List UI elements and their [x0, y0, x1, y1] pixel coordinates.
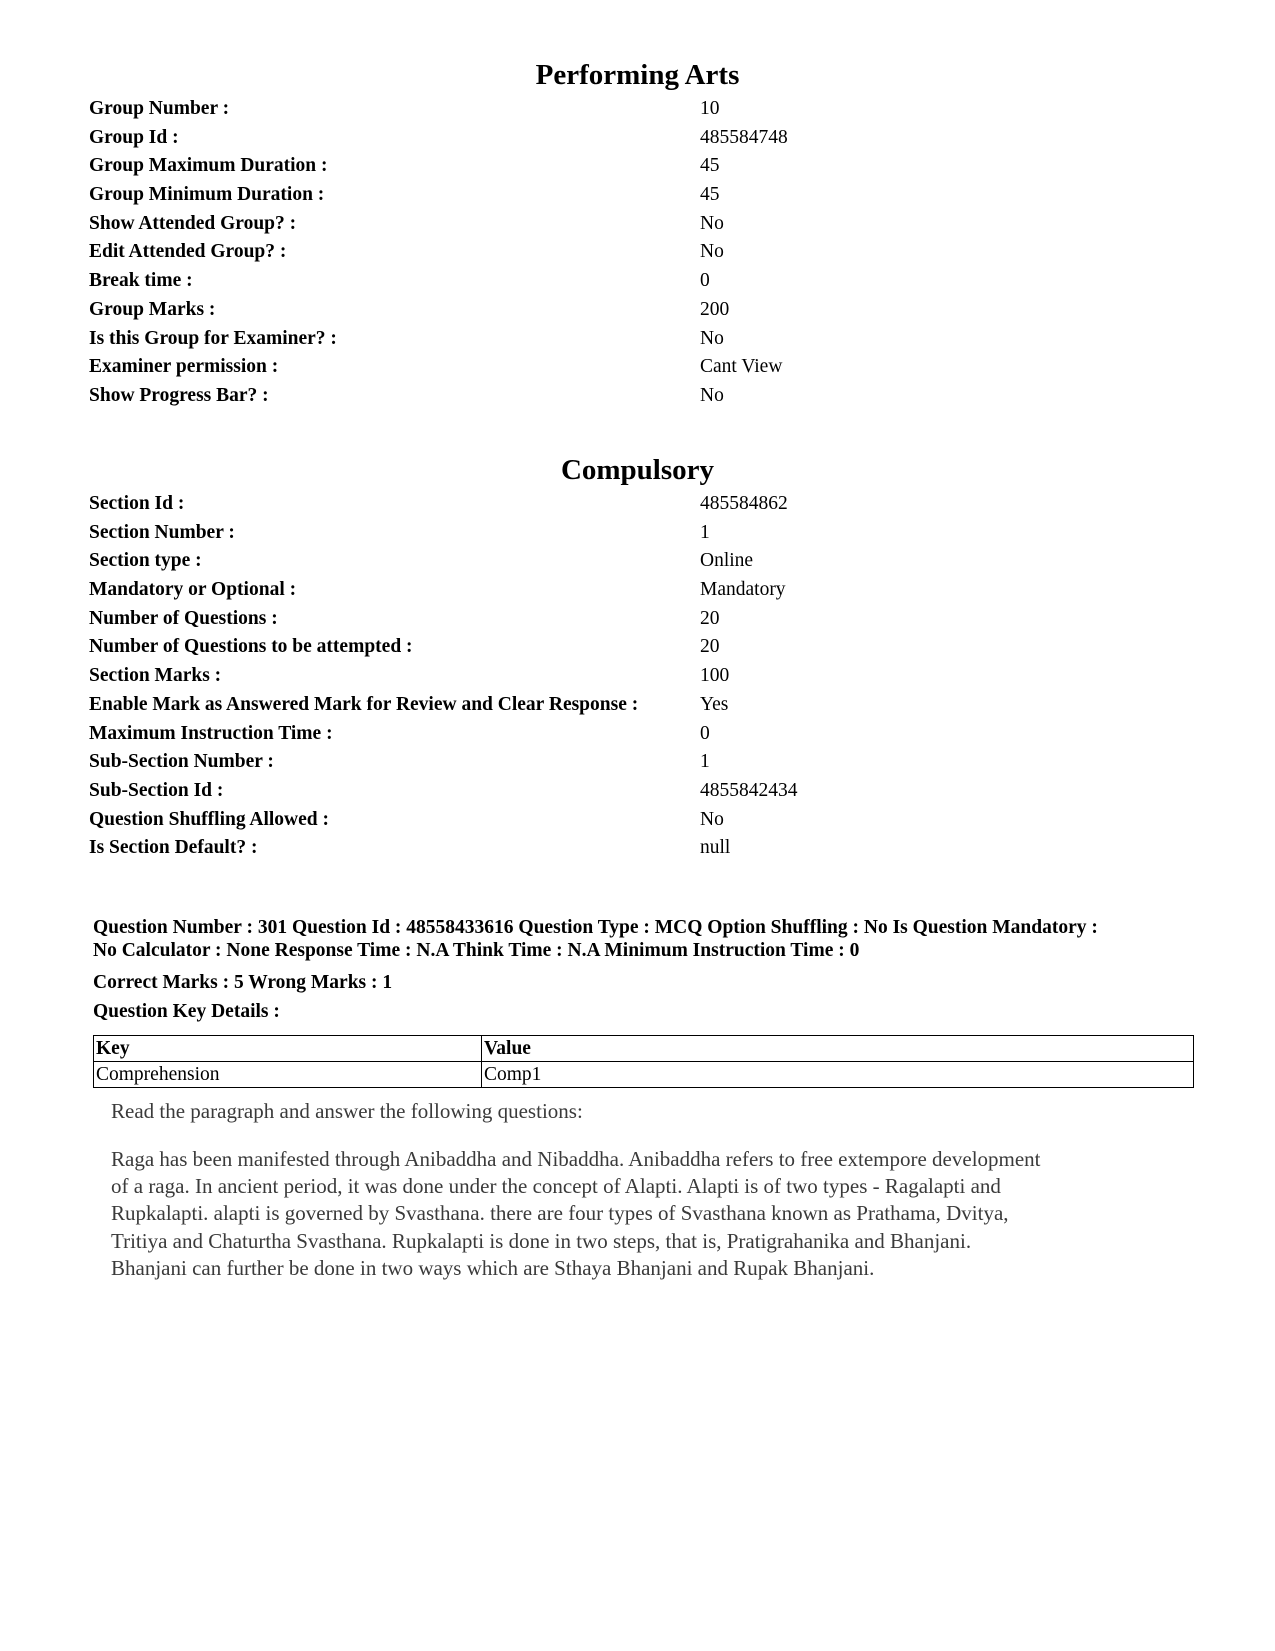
- field-value: 1: [700, 521, 710, 543]
- comprehension-passage: [111, 1096, 1201, 1282]
- table-cell-value: Comp1: [482, 1062, 1194, 1088]
- field-value: No: [700, 212, 724, 234]
- field-label: Group Minimum Duration :: [89, 184, 325, 206]
- question-header-line2: No Calculator : None Response Time : N.A Think Time : N.A Minimum Instruction Time : 0: [93, 940, 860, 961]
- section-field-row: [89, 490, 1189, 519]
- field-value: 485584862: [700, 493, 788, 514]
- passage-body: [111, 1146, 1201, 1282]
- field-label: Mandatory or Optional :: [89, 579, 297, 601]
- section-field-row: [89, 662, 1189, 691]
- group-field-row: [89, 152, 1189, 181]
- field-value: 45: [700, 155, 720, 177]
- field-label: Question Shuffling Allowed :: [89, 808, 330, 830]
- field-value: 0: [700, 270, 710, 292]
- group-field-row: [89, 382, 1189, 411]
- field-value: Cant View: [700, 356, 783, 378]
- group-details: [89, 95, 1189, 411]
- field-label: Sub-Section Id :: [89, 779, 224, 801]
- field-label: Is this Group for Examiner? :: [89, 327, 337, 349]
- field-value: 4855842434: [700, 779, 798, 801]
- field-label: Is Section Default? :: [89, 837, 258, 859]
- field-label: Examiner permission :: [89, 356, 279, 378]
- group-field-row: [89, 267, 1189, 296]
- field-label: Section type :: [89, 550, 202, 572]
- field-label: Maximum Instruction Time :: [89, 722, 333, 744]
- field-label: Number of Questions :: [89, 607, 278, 629]
- section-field-row: [89, 777, 1189, 806]
- passage-line: Rupkalapti. alapti is governed by Svasthana. there are four types of Svasthana known as Prathama, Dvitya,: [111, 1201, 1009, 1226]
- field-label: Show Progress Bar? :: [89, 384, 269, 406]
- section-field-row: [89, 691, 1189, 720]
- field-value: 20: [700, 636, 720, 658]
- section-field-row: [89, 720, 1189, 749]
- field-value: 0: [700, 722, 710, 744]
- field-label: Edit Attended Group? :: [89, 241, 287, 263]
- field-label: Break time :: [89, 270, 193, 292]
- field-value: 45: [700, 184, 720, 206]
- table-header-value: Value: [482, 1036, 1194, 1062]
- table-header-key: Key: [94, 1036, 482, 1062]
- group-title: Performing Arts: [535, 59, 740, 91]
- question-meta: [93, 916, 1203, 1026]
- question-key-details-label: Question Key Details :: [93, 1001, 280, 1022]
- field-value: 100: [700, 665, 730, 687]
- field-value: No: [700, 808, 724, 830]
- section-field-row: [89, 605, 1189, 634]
- group-field-row: [89, 296, 1189, 325]
- field-label: Sub-Section Number :: [89, 751, 274, 773]
- field-value: 20: [700, 607, 720, 629]
- section-field-row: [89, 633, 1189, 662]
- passage-instruction: Read the paragraph and answer the following questions:: [111, 1099, 583, 1123]
- question-marks: Correct Marks : 5 Wrong Marks : 1: [93, 972, 393, 993]
- field-value: No: [700, 384, 724, 406]
- section-title: Compulsory: [560, 454, 715, 486]
- passage-line: Tritiya and Chaturtha Svasthana. Rupkalapti is done in two steps, that is, Pratigrahanika and Bhanjani.: [111, 1228, 972, 1253]
- field-label: Group Marks :: [89, 298, 216, 320]
- field-value: 200: [700, 298, 730, 320]
- field-value: 1: [700, 751, 710, 773]
- section-field-row: [89, 519, 1189, 548]
- field-value: Yes: [700, 693, 729, 715]
- field-value: 485584748: [700, 126, 788, 148]
- group-field-row: [89, 210, 1189, 239]
- field-value: Mandatory: [700, 579, 786, 601]
- field-label: Group Maximum Duration :: [89, 155, 328, 177]
- section-field-row: [89, 834, 1189, 863]
- group-field-row: [89, 181, 1189, 210]
- passage-line: Raga has been manifested through Anibaddha and Nibaddha. Anibaddha refers to free extempore development: [111, 1147, 1041, 1171]
- table-header-row: [94, 1036, 1194, 1062]
- field-label: Enable Mark as Answered Mark for Review and Clear Response :: [89, 693, 639, 715]
- passage-line: of a raga. In ancient period, it was done under the concept of Alapti. Alapti is of two types - Ragalapti and: [111, 1174, 1001, 1199]
- group-field-row: [89, 325, 1189, 354]
- section-field-row: [89, 576, 1189, 605]
- field-label: Section Marks :: [89, 665, 222, 687]
- group-field-row: [89, 124, 1189, 153]
- section-field-row: [89, 806, 1189, 835]
- question-key-table: [93, 1035, 1194, 1088]
- field-label: Show Attended Group? :: [89, 212, 297, 234]
- field-label: Section Number :: [89, 521, 235, 543]
- question-header-line1: Question Number : 301 Question Id : 48558433616 Question Type : MCQ Option Shuffling : No Is Question Mandatory :: [93, 917, 1098, 938]
- section-field-row: [89, 748, 1189, 777]
- table-cell-key: Comprehension: [94, 1062, 482, 1088]
- group-field-row: [89, 238, 1189, 267]
- field-label: Group Id :: [89, 126, 179, 148]
- group-field-row: [89, 95, 1189, 124]
- field-label: Number of Questions to be attempted :: [89, 636, 413, 658]
- field-value: No: [700, 327, 724, 349]
- group-field-row: [89, 353, 1189, 382]
- field-value: 10: [700, 98, 720, 119]
- field-value: No: [700, 241, 724, 263]
- field-value: Online: [700, 550, 754, 572]
- field-value: null: [700, 837, 731, 859]
- section-details: [89, 490, 1189, 863]
- passage-line: Bhanjani can further be done in two ways which are Sthaya Bhanjani and Rupak Bhanjani.: [111, 1255, 875, 1280]
- section-field-row: [89, 547, 1189, 576]
- table-row: [94, 1062, 1194, 1088]
- field-label: Section Id :: [89, 493, 185, 514]
- field-label: Group Number :: [89, 98, 230, 119]
